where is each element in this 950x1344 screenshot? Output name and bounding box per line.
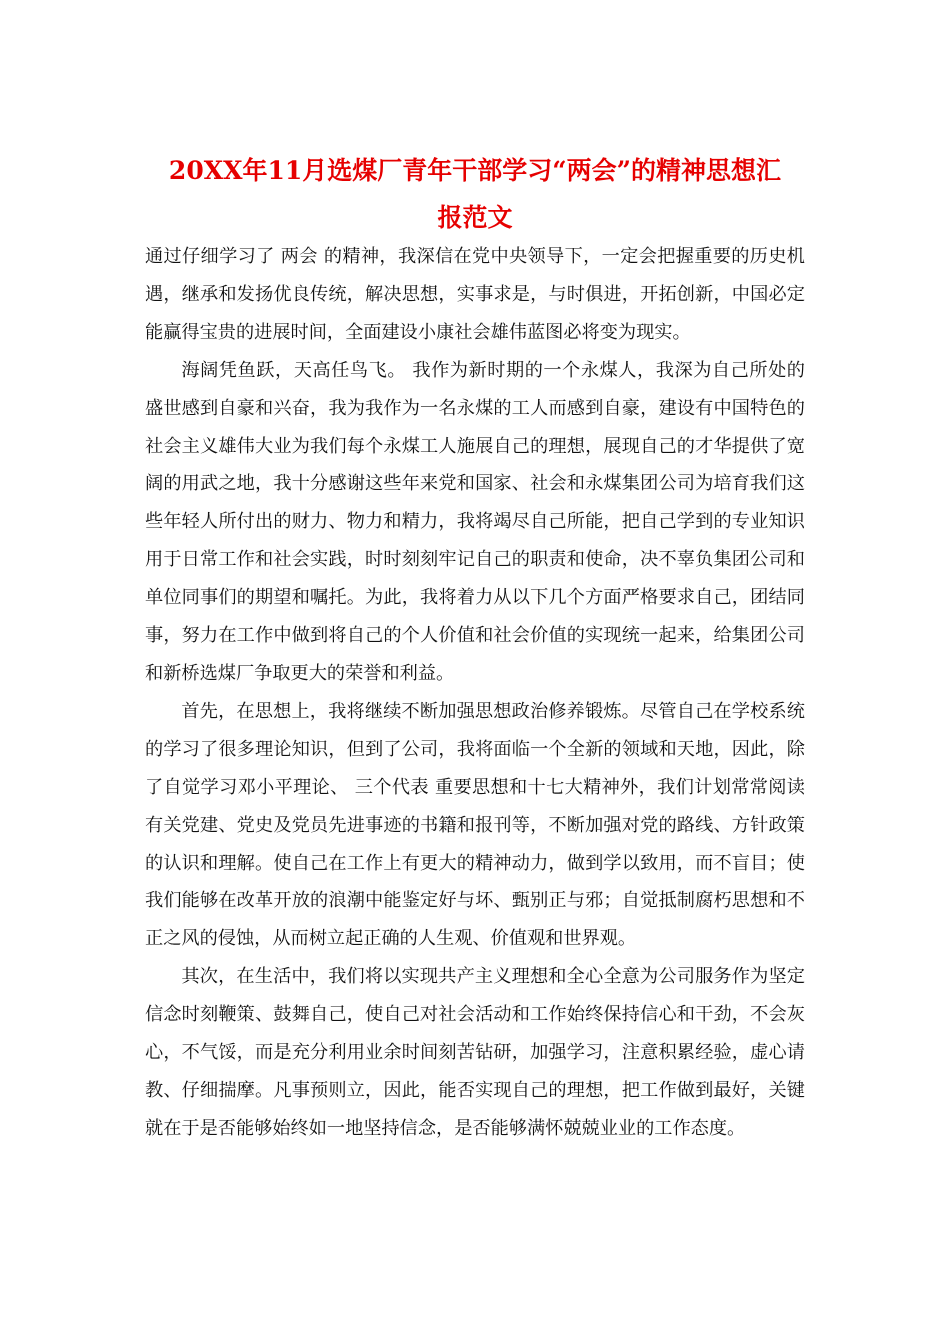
paragraph-2: 海阔凭鱼跃，天高任鸟飞。 我作为新时期的一个永煤人，我深为自己所处的盛世感到自豪和兴奋，我为我作为一名永煤的工人而感到自豪，建设有中国特色的社会主义雄伟大业为我们每个永煤工人施展自己的理想，展现自己的才华提供了宽阔的用武之地，我十分感谢这些年来党和国家、社会和永煤集团公司为培育我们这些年轻人所付出的财力、物力和精力，我将竭尽自己所能，把自己学到的专业知识用于日常工作和社会实践，时时刻刻牢记自己的职责和使命，决不辜负集团公司和单位同事们的期望和嘱托。为此，我将着力从以下几个方面严格要求自己，团结同事，努力在工作中做到将自己的个人价值和社会价值的实现统一起来，给集团公司和新桥选煤厂争取更大的荣誉和利益。 bbox=[145, 359, 805, 684]
paragraph-3: 首先，在思想上，我将继续不断加强思想政治修养锻炼。尽管自己在学校系统的学习了很多理论知识，但到了公司，我将面临一个全新的领域和天地，因此，除了自觉学习邓小平理论、 三个代表 重要思想和十七大精神外，我们计划常常阅读有关党建、党史及党员先进事迹的书籍和报刊等，不断加强对党的路线、方针政策的认识和理解。使自己在工作上有更大的精神动力，做到学以致用，而不盲目；使我们能够在改革开放的浪潮中能鉴定好与坏、甄别正与邪；自觉抵制腐朽思想和不正之风的侵蚀，从而树立起正确的人生观、价值观和世界观。 bbox=[145, 700, 805, 950]
document-title-line-2: 报范文 bbox=[437, 203, 513, 232]
document-body bbox=[145, 238, 805, 1148]
paragraph-4: 其次，在生活中，我们将以实现共产主义理想和全心全意为公司服务作为坚定信念时刻鞭策、鼓舞自己，使自己对社会活动和工作始终保持信心和干劲，不会灰心，不气馁，而是充分利用业余时间刻苦钻研，加强学习，注意积累经验，虚心请教、仔细揣摩。凡事预则立，因此，能否实现自己的理想，把工作做到最好，关键就在于是否能够始终如一地坚持信念，是否能够满怀兢兢业业的工作态度。 bbox=[145, 966, 805, 1139]
paragraph-intro: 通过仔细学习了 两会 的精神，我深信在党中央领导下，一定会把握重要的历史机遇，继承和发扬优良传统，解决思想，实事求是，与时俱进，开拓创新，中国必定能赢得宝贵的进展时间，全面建设小康社会雄伟蓝图必将变为现实。 bbox=[145, 246, 805, 343]
document-title-line-1: 20XX年11月选煤厂青年干部学习“两会”的精神思想汇 bbox=[168, 156, 782, 185]
